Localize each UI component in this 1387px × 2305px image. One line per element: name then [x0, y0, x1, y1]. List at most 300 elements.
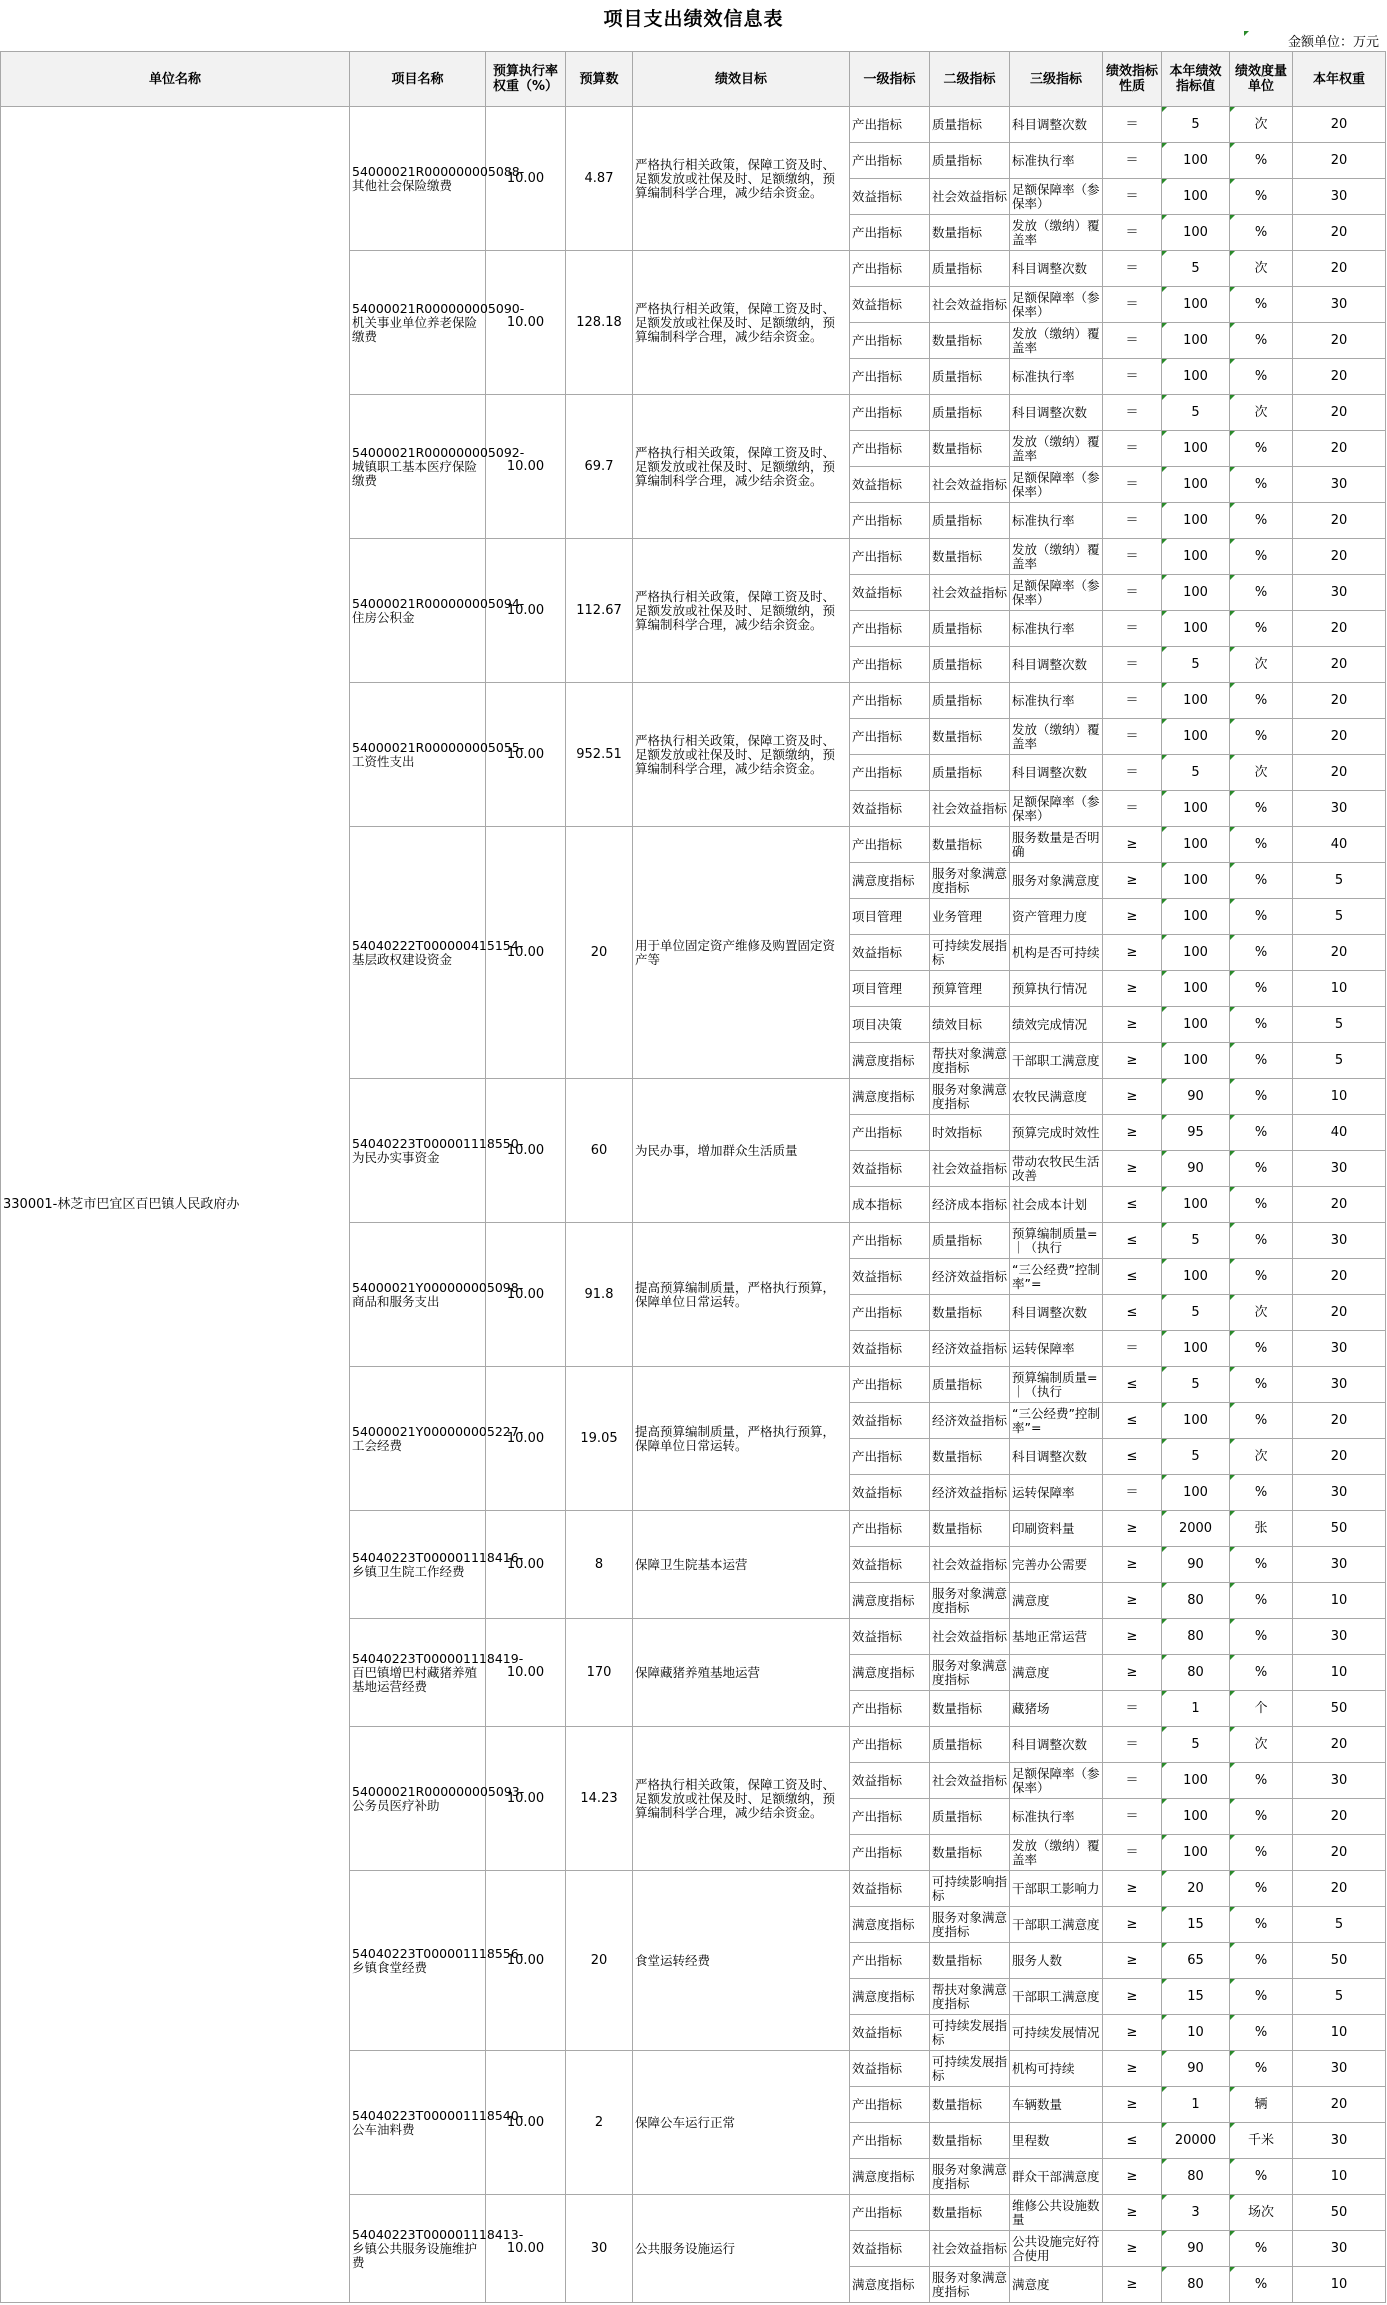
header-cell: 预算数	[566, 52, 633, 107]
level2-indicator-cell: 社会效益指标	[930, 1547, 1010, 1583]
header-cell: 一级指标	[850, 52, 930, 107]
level2-indicator-cell: 可持续发展指标	[930, 935, 1010, 971]
level2-indicator-cell: 社会效益指标	[930, 575, 1010, 611]
measure-unit-cell: %	[1230, 575, 1293, 611]
performance-goal-cell: 严格执行相关政策，保障工资及时、足额发放或社保及时、足额缴纳，预算编制科学合理，减少结余资金。	[633, 251, 850, 395]
indicator-nature-cell: ≥	[1103, 1655, 1162, 1691]
measure-unit-cell: %	[1230, 2267, 1293, 2303]
measure-unit-cell: 次	[1230, 755, 1293, 791]
weight-cell: 10	[1293, 2015, 1386, 2051]
indicator-nature-cell: ＝	[1103, 539, 1162, 575]
level3-indicator-cell: 发放（缴纳）覆盖率	[1010, 215, 1103, 251]
indicator-value-cell: 10	[1162, 2015, 1230, 2051]
budget-cell: 8	[566, 1511, 633, 1619]
indicator-nature-cell: ＝	[1103, 503, 1162, 539]
indicator-nature-cell: ＝	[1103, 359, 1162, 395]
weight-cell: 40	[1293, 1115, 1386, 1151]
level3-indicator-cell: 足额保障率（参保率）	[1010, 287, 1103, 323]
indicator-value-cell: 5	[1162, 647, 1230, 683]
header-cell: 本年权重	[1293, 52, 1386, 107]
level2-indicator-cell: 社会效益指标	[930, 179, 1010, 215]
indicator-value-cell: 100	[1162, 359, 1230, 395]
performance-goal-cell: 为民办事，增加群众生活质量	[633, 1079, 850, 1223]
indicator-nature-cell: ≥	[1103, 2087, 1162, 2123]
level1-indicator-cell: 产出指标	[850, 431, 930, 467]
indicator-nature-cell: ≥	[1103, 1007, 1162, 1043]
weight-cell: 20	[1293, 395, 1386, 431]
level2-indicator-cell: 社会效益指标	[930, 1763, 1010, 1799]
header-cell: 预算执行率权重（%）	[486, 52, 566, 107]
indicator-value-cell: 3	[1162, 2195, 1230, 2231]
level2-indicator-cell: 数量指标	[930, 1691, 1010, 1727]
budget-cell: 20	[566, 827, 633, 1079]
indicator-nature-cell: ≥	[1103, 2159, 1162, 2195]
level1-indicator-cell: 效益指标	[850, 1619, 930, 1655]
measure-unit-cell: 场次	[1230, 2195, 1293, 2231]
performance-goal-cell: 公共服务设施运行	[633, 2195, 850, 2303]
project-name-cell: 54000021R000000005090-机关事业单位养老保险缴费	[350, 251, 486, 395]
indicator-value-cell: 80	[1162, 1619, 1230, 1655]
level3-indicator-cell: 预算完成时效性	[1010, 1115, 1103, 1151]
unit-name-cell: 330001-林芝市巴宜区百巴镇人民政府办	[1, 107, 350, 2303]
level1-indicator-cell: 满意度指标	[850, 2267, 930, 2303]
weight-cell: 30	[1293, 1367, 1386, 1403]
weight-cell: 10	[1293, 2267, 1386, 2303]
indicator-value-cell: 100	[1162, 899, 1230, 935]
budget-cell: 170	[566, 1619, 633, 1727]
performance-table	[0, 51, 1386, 2303]
level1-indicator-cell: 产出指标	[850, 2087, 930, 2123]
indicator-nature-cell: ＝	[1103, 1331, 1162, 1367]
indicator-value-cell: 100	[1162, 1799, 1230, 1835]
level3-indicator-cell: 基地正常运营	[1010, 1619, 1103, 1655]
project-name-cell: 54000021R000000005055-工资性支出	[350, 683, 486, 827]
level1-indicator-cell: 效益指标	[850, 1403, 930, 1439]
indicator-value-cell: 90	[1162, 1079, 1230, 1115]
weight-cell: 30	[1293, 791, 1386, 827]
level3-indicator-cell: 科目调整次数	[1010, 251, 1103, 287]
level1-indicator-cell: 效益指标	[850, 1259, 930, 1295]
level1-indicator-cell: 满意度指标	[850, 863, 930, 899]
weight-cell: 20	[1293, 1403, 1386, 1439]
indicator-nature-cell: ＝	[1103, 179, 1162, 215]
measure-unit-cell: %	[1230, 359, 1293, 395]
weight-cell: 20	[1293, 1871, 1386, 1907]
level3-indicator-cell: 科目调整次数	[1010, 107, 1103, 143]
level1-indicator-cell: 产出指标	[850, 611, 930, 647]
indicator-nature-cell: ≥	[1103, 971, 1162, 1007]
level1-indicator-cell: 效益指标	[850, 2231, 930, 2267]
level1-indicator-cell: 效益指标	[850, 1151, 930, 1187]
level3-indicator-cell: 科目调整次数	[1010, 1439, 1103, 1475]
measure-unit-cell: 次	[1230, 1439, 1293, 1475]
measure-unit-cell: %	[1230, 1367, 1293, 1403]
weight-cell: 30	[1293, 2231, 1386, 2267]
level2-indicator-cell: 质量指标	[930, 395, 1010, 431]
indicator-nature-cell: ≥	[1103, 1907, 1162, 1943]
measure-unit-cell: %	[1230, 1799, 1293, 1835]
execution-weight-cell: 10.00	[486, 251, 566, 395]
level2-indicator-cell: 数量指标	[930, 2087, 1010, 2123]
weight-cell: 5	[1293, 1043, 1386, 1079]
indicator-value-cell: 5	[1162, 1439, 1230, 1475]
level3-indicator-cell: 足额保障率（参保率）	[1010, 791, 1103, 827]
level1-indicator-cell: 产出指标	[850, 1727, 930, 1763]
indicator-nature-cell: ＝	[1103, 143, 1162, 179]
level1-indicator-cell: 效益指标	[850, 467, 930, 503]
level3-indicator-cell: 绩效完成情况	[1010, 1007, 1103, 1043]
indicator-value-cell: 100	[1162, 1475, 1230, 1511]
indicator-nature-cell: ＝	[1103, 323, 1162, 359]
level1-indicator-cell: 效益指标	[850, 287, 930, 323]
execution-weight-cell: 10.00	[486, 2051, 566, 2195]
performance-goal-cell: 严格执行相关政策，保障工资及时、足额发放或社保及时、足额缴纳，预算编制科学合理，减少结余资金。	[633, 1727, 850, 1871]
indicator-nature-cell: ≥	[1103, 1871, 1162, 1907]
weight-cell: 30	[1293, 1331, 1386, 1367]
level1-indicator-cell: 效益指标	[850, 1475, 930, 1511]
level1-indicator-cell: 产出指标	[850, 647, 930, 683]
measure-unit-cell: %	[1230, 1979, 1293, 2015]
indicator-value-cell: 100	[1162, 467, 1230, 503]
level1-indicator-cell: 产出指标	[850, 215, 930, 251]
level3-indicator-cell: 标准执行率	[1010, 359, 1103, 395]
measure-unit-cell: 辆	[1230, 2087, 1293, 2123]
budget-cell: 952.51	[566, 683, 633, 827]
project-name-cell: 54000021R000000005092-城镇职工基本医疗保险缴费	[350, 395, 486, 539]
measure-unit-cell: 张	[1230, 1511, 1293, 1547]
measure-unit-cell: %	[1230, 1763, 1293, 1799]
level2-indicator-cell: 服务对象满意度指标	[930, 1907, 1010, 1943]
budget-cell: 20	[566, 1871, 633, 2051]
indicator-value-cell: 100	[1162, 611, 1230, 647]
level1-indicator-cell: 产出指标	[850, 323, 930, 359]
indicator-nature-cell: ≤	[1103, 1439, 1162, 1475]
level2-indicator-cell: 经济效益指标	[930, 1403, 1010, 1439]
level1-indicator-cell: 效益指标	[850, 1763, 930, 1799]
project-name-cell: 54040223T000001118419-百巴镇增巴村藏猪养殖基地运营经费	[350, 1619, 486, 1727]
indicator-nature-cell: ＝	[1103, 1763, 1162, 1799]
measure-unit-cell: %	[1230, 1187, 1293, 1223]
indicator-value-cell: 100	[1162, 1403, 1230, 1439]
level2-indicator-cell: 数量指标	[930, 2195, 1010, 2231]
measure-unit-cell: %	[1230, 719, 1293, 755]
level1-indicator-cell: 产出指标	[850, 359, 930, 395]
level2-indicator-cell: 数量指标	[930, 719, 1010, 755]
level3-indicator-cell: 足额保障率（参保率）	[1010, 467, 1103, 503]
measure-unit-cell: %	[1230, 1331, 1293, 1367]
measure-unit-cell: 次	[1230, 1727, 1293, 1763]
indicator-value-cell: 100	[1162, 575, 1230, 611]
weight-cell: 40	[1293, 827, 1386, 863]
level1-indicator-cell: 满意度指标	[850, 1979, 930, 2015]
level3-indicator-cell: 发放（缴纳）覆盖率	[1010, 323, 1103, 359]
indicator-value-cell: 100	[1162, 863, 1230, 899]
header-row	[1, 52, 1386, 107]
weight-cell: 20	[1293, 143, 1386, 179]
level3-indicator-cell: 足额保障率（参保率）	[1010, 1763, 1103, 1799]
header-cell: 单位名称	[1, 52, 350, 107]
performance-goal-cell: 严格执行相关政策，保障工资及时、足额发放或社保及时、足额缴纳，预算编制科学合理，减少结余资金。	[633, 683, 850, 827]
level3-indicator-cell: 发放（缴纳）覆盖率	[1010, 1835, 1103, 1871]
weight-cell: 30	[1293, 1475, 1386, 1511]
budget-cell: 19.05	[566, 1367, 633, 1511]
measure-unit-cell: %	[1230, 935, 1293, 971]
level2-indicator-cell: 业务管理	[930, 899, 1010, 935]
level3-indicator-cell: 科目调整次数	[1010, 1727, 1103, 1763]
weight-cell: 50	[1293, 1511, 1386, 1547]
performance-goal-cell: 提高预算编制质量，严格执行预算，保障单位日常运转。	[633, 1367, 850, 1511]
level1-indicator-cell: 效益指标	[850, 575, 930, 611]
level2-indicator-cell: 数量指标	[930, 539, 1010, 575]
weight-cell: 10	[1293, 1655, 1386, 1691]
measure-unit-cell: %	[1230, 863, 1293, 899]
indicator-value-cell: 90	[1162, 2231, 1230, 2267]
level1-indicator-cell: 效益指标	[850, 1331, 930, 1367]
execution-weight-cell: 10.00	[486, 1079, 566, 1223]
level3-indicator-cell: “三公经费”控制率”=	[1010, 1403, 1103, 1439]
weight-cell: 20	[1293, 251, 1386, 287]
indicator-nature-cell: ≤	[1103, 1403, 1162, 1439]
performance-goal-cell: 保障公车运行正常	[633, 2051, 850, 2195]
weight-cell: 20	[1293, 1799, 1386, 1835]
level1-indicator-cell: 产出指标	[850, 1439, 930, 1475]
measure-unit-cell: 个	[1230, 1691, 1293, 1727]
indicator-nature-cell: ≥	[1103, 1547, 1162, 1583]
indicator-value-cell: 80	[1162, 2267, 1230, 2303]
level1-indicator-cell: 满意度指标	[850, 1079, 930, 1115]
budget-cell: 2	[566, 2051, 633, 2195]
budget-cell: 69.7	[566, 395, 633, 539]
level2-indicator-cell: 数量指标	[930, 1835, 1010, 1871]
measure-unit-cell: %	[1230, 1043, 1293, 1079]
indicator-value-cell: 100	[1162, 287, 1230, 323]
weight-cell: 20	[1293, 755, 1386, 791]
measure-unit-cell: 千米	[1230, 2123, 1293, 2159]
level1-indicator-cell: 产出指标	[850, 1295, 930, 1331]
level1-indicator-cell: 满意度指标	[850, 1043, 930, 1079]
indicator-value-cell: 5	[1162, 107, 1230, 143]
measure-unit-cell: %	[1230, 467, 1293, 503]
level3-indicator-cell: 完善办公需要	[1010, 1547, 1103, 1583]
level2-indicator-cell: 数量指标	[930, 323, 1010, 359]
level3-indicator-cell: 科目调整次数	[1010, 755, 1103, 791]
indicator-value-cell: 5	[1162, 1295, 1230, 1331]
measure-unit-cell: %	[1230, 1907, 1293, 1943]
level1-indicator-cell: 产出指标	[850, 1115, 930, 1151]
level2-indicator-cell: 质量指标	[930, 1223, 1010, 1259]
weight-cell: 50	[1293, 1691, 1386, 1727]
indicator-value-cell: 100	[1162, 1007, 1230, 1043]
measure-unit-cell: %	[1230, 1835, 1293, 1871]
indicator-value-cell: 1	[1162, 1691, 1230, 1727]
level2-indicator-cell: 绩效目标	[930, 1007, 1010, 1043]
level2-indicator-cell: 社会效益指标	[930, 1151, 1010, 1187]
level2-indicator-cell: 质量指标	[930, 359, 1010, 395]
cell-marker	[1244, 31, 1249, 36]
execution-weight-cell: 10.00	[486, 827, 566, 1079]
level3-indicator-cell: 发放（缴纳）覆盖率	[1010, 719, 1103, 755]
level2-indicator-cell: 预算管理	[930, 971, 1010, 1007]
level2-indicator-cell: 社会效益指标	[930, 791, 1010, 827]
level1-indicator-cell: 满意度指标	[850, 1907, 930, 1943]
level2-indicator-cell: 质量指标	[930, 683, 1010, 719]
indicator-value-cell: 100	[1162, 1331, 1230, 1367]
indicator-value-cell: 5	[1162, 1367, 1230, 1403]
indicator-value-cell: 15	[1162, 1979, 1230, 2015]
indicator-value-cell: 15	[1162, 1907, 1230, 1943]
measure-unit-cell: %	[1230, 1007, 1293, 1043]
measure-unit-cell: %	[1230, 611, 1293, 647]
indicator-value-cell: 100	[1162, 1835, 1230, 1871]
indicator-value-cell: 100	[1162, 179, 1230, 215]
level1-indicator-cell: 项目管理	[850, 971, 930, 1007]
measure-unit-cell: %	[1230, 323, 1293, 359]
level3-indicator-cell: 社会成本计划	[1010, 1187, 1103, 1223]
weight-cell: 20	[1293, 431, 1386, 467]
level3-indicator-cell: 标准执行率	[1010, 611, 1103, 647]
weight-cell: 5	[1293, 1907, 1386, 1943]
measure-unit-cell: %	[1230, 143, 1293, 179]
level2-indicator-cell: 数量指标	[930, 215, 1010, 251]
measure-unit-cell: %	[1230, 287, 1293, 323]
level1-indicator-cell: 效益指标	[850, 935, 930, 971]
indicator-nature-cell: ≥	[1103, 827, 1162, 863]
level1-indicator-cell: 效益指标	[850, 1871, 930, 1907]
indicator-nature-cell: ＝	[1103, 1727, 1162, 1763]
level1-indicator-cell: 产出指标	[850, 755, 930, 791]
budget-cell: 14.23	[566, 1727, 633, 1871]
weight-cell: 20	[1293, 611, 1386, 647]
performance-goal-cell: 用于单位固定资产维修及购置固定资产等	[633, 827, 850, 1079]
level2-indicator-cell: 服务对象满意度指标	[930, 2159, 1010, 2195]
indicator-value-cell: 5	[1162, 251, 1230, 287]
indicator-nature-cell: ≥	[1103, 2195, 1162, 2231]
indicator-value-cell: 100	[1162, 503, 1230, 539]
measure-unit-cell: %	[1230, 1943, 1293, 1979]
budget-cell: 112.67	[566, 539, 633, 683]
level1-indicator-cell: 效益指标	[850, 791, 930, 827]
weight-cell: 20	[1293, 1295, 1386, 1331]
project-name-cell: 54040223T000001118416-乡镇卫生院工作经费	[350, 1511, 486, 1619]
indicator-value-cell: 2000	[1162, 1511, 1230, 1547]
indicator-nature-cell: ≤	[1103, 2123, 1162, 2159]
level3-indicator-cell: 满意度	[1010, 1655, 1103, 1691]
indicator-nature-cell: ≥	[1103, 899, 1162, 935]
measure-unit-cell: %	[1230, 215, 1293, 251]
measure-unit-cell: %	[1230, 683, 1293, 719]
level2-indicator-cell: 数量指标	[930, 1511, 1010, 1547]
measure-unit-cell: %	[1230, 1403, 1293, 1439]
indicator-nature-cell: ≥	[1103, 1151, 1162, 1187]
project-name-cell: 54040223T000001118540-公车油料费	[350, 2051, 486, 2195]
measure-unit-cell: %	[1230, 1547, 1293, 1583]
measure-unit-cell: 次	[1230, 251, 1293, 287]
weight-cell: 10	[1293, 971, 1386, 1007]
weight-cell: 30	[1293, 179, 1386, 215]
weight-cell: 20	[1293, 1835, 1386, 1871]
weight-cell: 20	[1293, 539, 1386, 575]
level1-indicator-cell: 效益指标	[850, 1547, 930, 1583]
level2-indicator-cell: 数量指标	[930, 431, 1010, 467]
indicator-value-cell: 5	[1162, 1223, 1230, 1259]
level3-indicator-cell: 带动农牧民生活改善	[1010, 1151, 1103, 1187]
level1-indicator-cell: 成本指标	[850, 1187, 930, 1223]
level3-indicator-cell: 干部职工满意度	[1010, 1979, 1103, 2015]
indicator-nature-cell: ≥	[1103, 935, 1162, 971]
measure-unit-cell: %	[1230, 1871, 1293, 1907]
indicator-nature-cell: ≥	[1103, 1115, 1162, 1151]
indicator-value-cell: 90	[1162, 1151, 1230, 1187]
weight-cell: 10	[1293, 1583, 1386, 1619]
execution-weight-cell: 10.00	[486, 1871, 566, 2051]
weight-cell: 20	[1293, 719, 1386, 755]
performance-goal-cell: 严格执行相关政策，保障工资及时、足额发放或社保及时、足额缴纳，预算编制科学合理，减少结余资金。	[633, 107, 850, 251]
indicator-value-cell: 65	[1162, 1943, 1230, 1979]
level2-indicator-cell: 经济成本指标	[930, 1187, 1010, 1223]
level3-indicator-cell: 机构是否可持续	[1010, 935, 1103, 971]
level1-indicator-cell: 产出指标	[850, 1835, 930, 1871]
indicator-value-cell: 20	[1162, 1871, 1230, 1907]
weight-cell: 20	[1293, 683, 1386, 719]
project-name-cell: 54000021R000000005093-公务员医疗补助	[350, 1727, 486, 1871]
indicator-value-cell: 100	[1162, 791, 1230, 827]
indicator-nature-cell: ＝	[1103, 1799, 1162, 1835]
indicator-value-cell: 90	[1162, 2051, 1230, 2087]
level2-indicator-cell: 服务对象满意度指标	[930, 2267, 1010, 2303]
level3-indicator-cell: 科目调整次数	[1010, 647, 1103, 683]
weight-cell: 20	[1293, 503, 1386, 539]
level3-indicator-cell: 运转保障率	[1010, 1475, 1103, 1511]
indicator-nature-cell: ＝	[1103, 287, 1162, 323]
level1-indicator-cell: 产出指标	[850, 2123, 930, 2159]
indicator-value-cell: 20000	[1162, 2123, 1230, 2159]
level1-indicator-cell: 产出指标	[850, 395, 930, 431]
weight-cell: 30	[1293, 1619, 1386, 1655]
level2-indicator-cell: 质量指标	[930, 503, 1010, 539]
indicator-value-cell: 100	[1162, 539, 1230, 575]
weight-cell: 20	[1293, 1259, 1386, 1295]
weight-cell: 30	[1293, 2123, 1386, 2159]
weight-cell: 30	[1293, 1151, 1386, 1187]
level1-indicator-cell: 产出指标	[850, 539, 930, 575]
level2-indicator-cell: 社会效益指标	[930, 2231, 1010, 2267]
project-name-cell: 54040223T000001118556-乡镇食堂经费	[350, 1871, 486, 2051]
budget-cell: 60	[566, 1079, 633, 1223]
indicator-value-cell: 100	[1162, 143, 1230, 179]
level3-indicator-cell: 可持续发展情况	[1010, 2015, 1103, 2051]
level3-indicator-cell: 机构可持续	[1010, 2051, 1103, 2087]
level1-indicator-cell: 产出指标	[850, 1799, 930, 1835]
level1-indicator-cell: 产出指标	[850, 107, 930, 143]
level3-indicator-cell: 里程数	[1010, 2123, 1103, 2159]
level1-indicator-cell: 产出指标	[850, 2195, 930, 2231]
page-title: 项目支出绩效信息表	[603, 8, 784, 30]
level3-indicator-cell: 印刷资料量	[1010, 1511, 1103, 1547]
weight-cell: 20	[1293, 935, 1386, 971]
level2-indicator-cell: 质量指标	[930, 1727, 1010, 1763]
level1-indicator-cell: 效益指标	[850, 179, 930, 215]
measure-unit-cell: 次	[1230, 107, 1293, 143]
measure-unit-cell: %	[1230, 431, 1293, 467]
level2-indicator-cell: 社会效益指标	[930, 1619, 1010, 1655]
weight-cell: 20	[1293, 1439, 1386, 1475]
level2-indicator-cell: 数量指标	[930, 1295, 1010, 1331]
indicator-nature-cell: ≤	[1103, 1367, 1162, 1403]
measure-unit-cell: %	[1230, 1583, 1293, 1619]
table-row	[1, 107, 1386, 143]
performance-goal-cell: 保障藏猪养殖基地运营	[633, 1619, 850, 1727]
project-name-cell: 54000021Y000000005098-商品和服务支出	[350, 1223, 486, 1367]
